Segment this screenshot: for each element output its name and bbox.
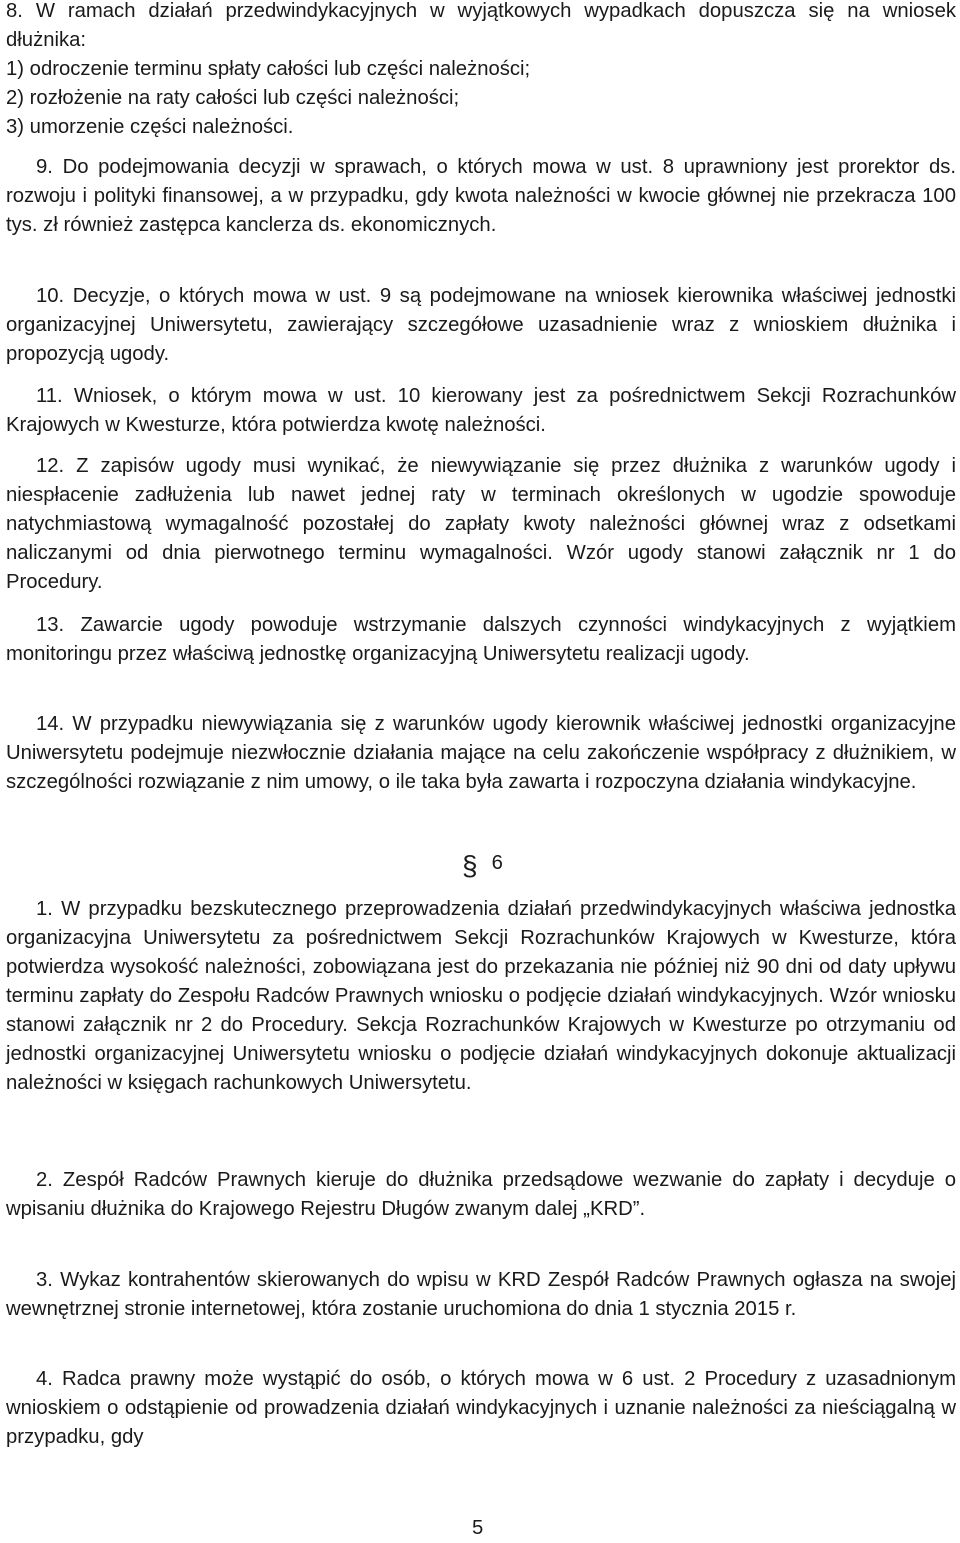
list-item: 3) umorzenie części należności. [6,116,294,138]
section-paragraph-4 [6,1365,956,1452]
section-paragraph-2 [6,1166,956,1224]
paragraph-number: 14. [36,713,65,735]
paragraph-text: Zespół Radców Prawnych kieruje do dłużnika przedsądowe wezwanie do zapłaty i decyduje o wpisaniu dłużnika do Krajowego Rejestru Długów zwanym dalej „KRD”. [6,1169,956,1220]
paragraph-text: Do podejmowania decyzji w sprawach, o których mowa w ust. 8 uprawniony jest prorektor ds. rozwoju i polityki finansowej, a w przypadku, gdy kwota należności w kwocie głównej nie przekracza 100 tys. zł również zastępca kanclerza ds. ekonomicznych. [6,156,956,236]
paragraph-10 [6,282,956,369]
paragraph-number: 13. [36,614,65,636]
section-heading [462,846,503,883]
paragraph-number: 2. [36,1169,53,1191]
paragraph-14 [6,710,956,797]
paragraph-text: W ramach działań przedwindykacyjnych w wyjątkowych wypadkach dopuszcza się na wniosek dłużnika: [6,0,956,51]
paragraph-text: Zawarcie ugody powoduje wstrzymanie dalszych czynności windykacyjnych z wyjątkiem monitoringu przez właściwą jednostkę organizacyjną Uniwersytetu realizacji ugody. [6,614,956,665]
paragraph-11 [6,382,956,440]
paragraph-12 [6,452,956,597]
section-sign-symbol: § [462,850,478,881]
paragraph-number: 10. [36,285,65,307]
list-item: 2) rozłożenie na raty całości lub części należności; [6,87,460,109]
paragraph-text: W przypadku bezskutecznego przeprowadzenia działań przedwindykacyjnych właściwa jednostka organizacyjna Uniwersytetu za pośrednictwem Sekcji Rozrachunków Krajowych w Kwesturze, która potwierdza wysokość należności, zobowiązana jest do przekazania nie później niż 90 dni od daty upływu terminu zapłaty do Zespołu Radców Prawnych wniosku o podjęcie działań windykacyjnych. Wzór wniosku stanowi załącznik nr 2 do Procedury. Sekcja Rozrachunków Krajowych w Kwesturze po otrzymaniu od jednostki organizacyjnej Uniwersytetu wniosku o podjęcie działań windykacyjnych dokonuje aktualizacji należności w księgach rachunkowych Uniwersytetu. [6,898,956,1094]
paragraph-number: 3. [36,1269,53,1291]
section-paragraph-3 [6,1266,956,1324]
paragraph-number: 4. [36,1368,53,1390]
paragraph-number: 11. [36,385,63,407]
paragraph-8 [6,0,956,55]
paragraph-text: Wniosek, o którym mowa w ust. 10 kierowany jest za pośrednictwem Sekcji Rozrachunków Krajowych w Kwesturze, która potwierdza kwotę należności. [6,385,956,436]
paragraph-number: 1. [36,898,53,920]
paragraph-number: 12. [36,455,65,477]
paragraph-9 [6,153,956,240]
list-item: 1) odroczenie terminu spłaty całości lub części należności; [6,58,531,80]
paragraph-text: Radca prawny może wystąpić do osób, o których mowa w 6 ust. 2 Procedury z uzasadnionym wnioskiem o odstąpienie od prowadzenia działań windykacyjnych i uznanie należności za nieściągalną w przypadku, gdy [6,1368,957,1448]
paragraph-number: 8. [6,0,23,22]
section-paragraph-1 [6,895,956,1098]
paragraph-13 [6,611,956,669]
paragraph-number: 9. [36,156,53,178]
paragraph-text: W przypadku niewywiązania się z warunków ugody kierownik właściwej jednostki organizacyjne Uniwersytetu podejmuje niezwłocznie działania mające na celu zakończenie współpracy z dłużnikiem, w szczególności rozwiązanie z nim umowy, o ile taka była zawarta i rozpoczyna działania windykacyjne. [6,713,956,793]
paragraph-text: Decyzje, o których mowa w ust. 9 są podejmowane na wniosek kierownika właściwej jednostki organizacyjnej Uniwersytetu, zawierający szczegółowe uzasadnienie wraz z wnioskiem dłużnika i propozycją ugody. [6,285,956,365]
list-items [6,55,530,142]
section-number: 6 [491,852,503,874]
paragraph-text: Wykaz kontrahentów skierowanych do wpisu w KRD Zespół Radców Prawnych ogłasza na swojej wewnętrznej stronie internetowej, która zostanie uruchomiona do dnia 1 stycznia 2015 r. [6,1269,957,1320]
paragraph-text: Z zapisów ugody musi wynikać, że niewywiązanie się przez dłużnika z warunków ugody i niespłacenie zadłużenia lub nawet jednej raty w terminach określonych w ugodzie spowoduje natychmiastową wymagalność pozostałej do zapłaty kwoty należności głównej wraz z odsetkami naliczanymi od dnia pierwotnego terminu wymagalności. Wzór ugody stanowi załącznik nr 1 do Procedury. [6,455,957,593]
page-number: 5 [472,1517,484,1539]
